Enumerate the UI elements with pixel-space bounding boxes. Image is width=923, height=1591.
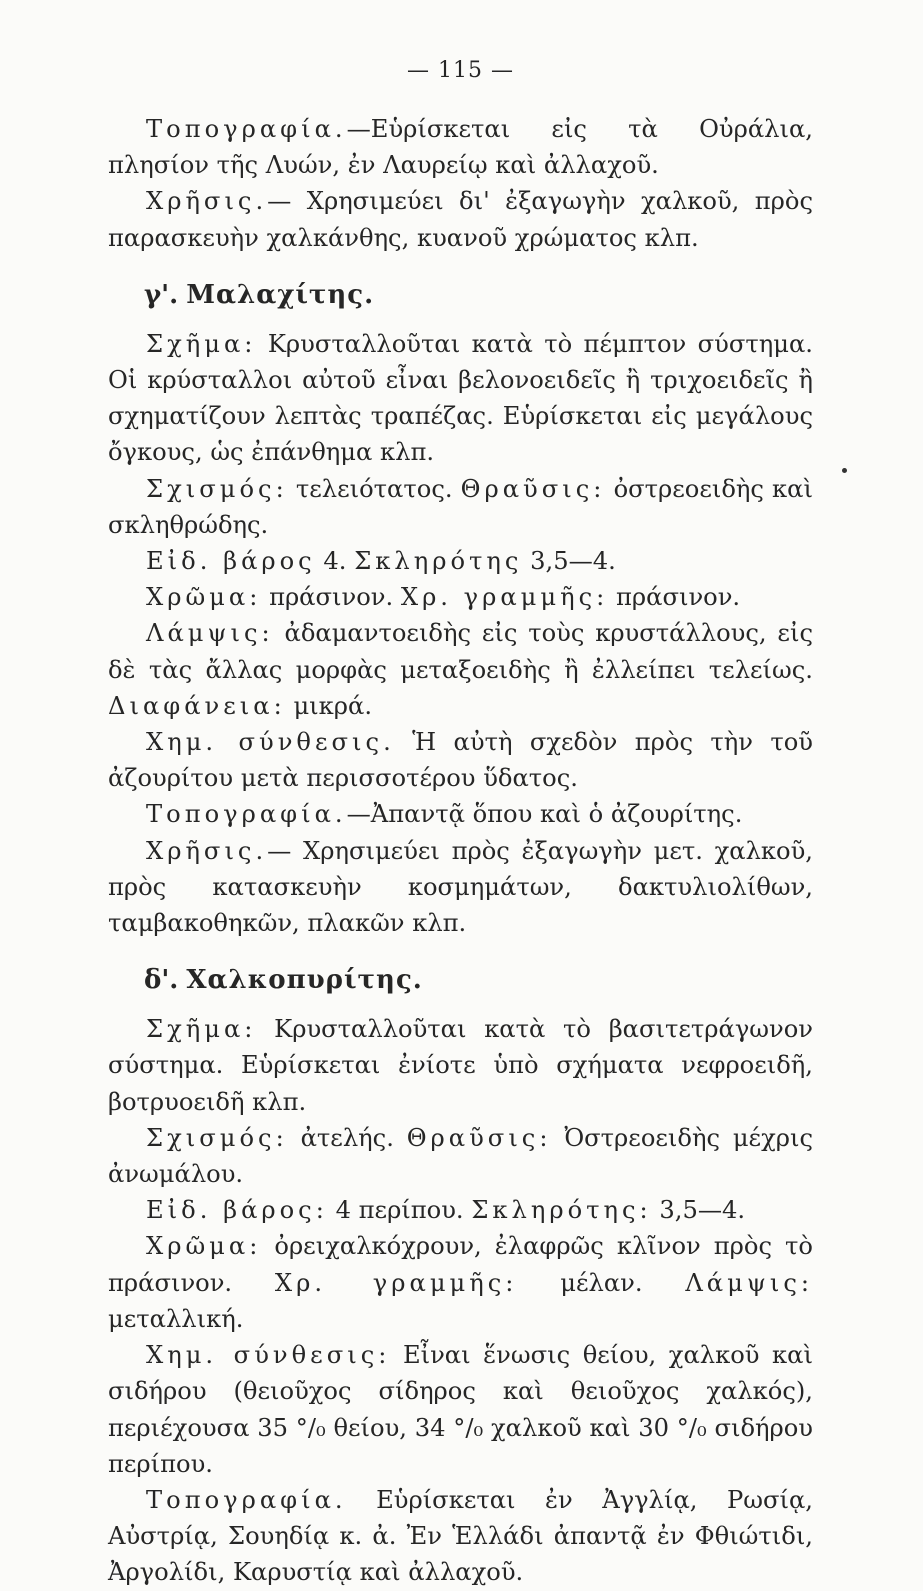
paragraph-specific-gravity	[108, 543, 813, 579]
paragraph-topography	[108, 796, 813, 832]
paragraph-label: Εἰδ. βάρος	[146, 547, 316, 576]
paragraph-luster	[108, 615, 813, 724]
paragraph-text: 4 περίπου.	[327, 1196, 472, 1225]
paragraph-composition	[108, 1337, 813, 1482]
paragraph-label: Χρ. γραμμῆς:	[274, 1268, 518, 1297]
paragraph-label: Σχισμός:	[146, 474, 288, 503]
section-title: Μαλαχίτης.	[186, 279, 375, 310]
paragraph-shape	[108, 1011, 813, 1120]
paragraph-topography	[108, 1482, 813, 1591]
paragraph-label: Τοπογραφία.	[146, 1485, 347, 1514]
paragraph-label: Χρ. γραμμῆς:	[400, 583, 609, 612]
page-number: — 115 —	[407, 58, 514, 83]
paragraph-text: μέλαν.	[517, 1268, 686, 1297]
section-number: γ'.	[144, 279, 179, 310]
paragraph-use	[108, 833, 813, 942]
paragraph-text: Ὀστρεοειδὴς μέχρις ἀνωμάλου.	[108, 1123, 813, 1189]
paragraph-label: Θραῦσις:	[460, 474, 606, 503]
section-title: Χαλκοπυρίτης.	[186, 965, 423, 996]
paragraph-text: — Χρησιμεύει δι' ἐξαγωγὴν χαλκοῦ, πρὸς παρασκευὴν χαλκάνθης, κυανοῦ χρώματος κλπ.	[108, 187, 813, 252]
section-heading-malachite	[108, 278, 813, 312]
paragraph-specific-gravity	[108, 1192, 813, 1228]
paragraph-text: πράσινον.	[261, 583, 401, 612]
section-number: δ'.	[144, 965, 179, 996]
paragraph-text: Εἶναι ἕνωσις θείου, χαλκοῦ καὶ σιδήρου (θειοῦχος σίδηρος καὶ θειοῦχος χαλκός), περιέχουσα 35 °/₀ θείου, 34 °/₀ χαλκοῦ καὶ 30 °/₀ σιδήρου περίπου.	[108, 1341, 813, 1478]
paragraph-text: —Εὑρίσκεται εἰς τὰ Οὐράλια, πλησίον τῆς Λυών, ἐν Λαυρείῳ καὶ ἀλλαχοῦ.	[108, 115, 813, 180]
paragraph-label: Χημ. σύνθεσις.	[146, 728, 395, 757]
paragraph-label: Σκληρότης	[354, 547, 523, 576]
paragraph-text: Κρυσταλλοῦται κατὰ τὸ πέμπτον σύστημα. Οἱ κρύσταλλοι αὐτοῦ εἶναι βελονοειδεῖς ἢ τριχοειδεῖς ἢ σχηματίζουν λεπτὰς τραπέζας. Εὑρίσκεται εἰς μεγάλους ὄγκους, ὡς ἐπάνθημα κλπ.	[108, 329, 813, 467]
paragraph-text: 3,5—4.	[522, 547, 616, 576]
paragraph-label: Χρῆσις.	[146, 836, 268, 865]
paragraph-text: πράσινον.	[608, 583, 741, 612]
paragraph-text: 4.	[315, 547, 355, 576]
paragraph-topography	[108, 111, 813, 183]
paragraph-text: Ἡ αὐτὴ σχεδὸν πρὸς τὴν τοῦ ἀζουρίτου μετὰ περισσοτέρου ὕδατος.	[108, 728, 813, 793]
paragraph-label: Χημ. σύνθεσις:	[146, 1341, 391, 1370]
paragraph-label: Τοπογραφία.	[146, 115, 347, 143]
paragraph-color	[108, 579, 813, 615]
paragraph-shape	[108, 326, 813, 471]
paragraph-label: Σχῆμα:	[146, 329, 257, 358]
paragraph-text: — Χρησιμεύει πρὸς ἐξαγωγὴν μετ. χαλκοῦ, πρὸς κατασκευὴν κοσμημάτων, δακτυλιολίθων, ταμβακοθηκῶν, πλακῶν κλπ.	[108, 836, 813, 938]
paragraph-text: μεταλλική.	[108, 1304, 244, 1333]
paragraph-text: 3,5—4.	[651, 1196, 746, 1225]
paragraph-label: Σχισμός:	[146, 1123, 288, 1152]
paragraph-text: ὀστρεοειδὴς καὶ σκληθρώδης.	[108, 474, 813, 539]
paragraph-label: Σχῆμα:	[146, 1015, 257, 1044]
paragraph-label: Θραῦσις:	[406, 1123, 552, 1152]
paragraph-label: Λάμψις:	[685, 1268, 814, 1297]
ink-speck	[842, 468, 847, 473]
paragraph-cleavage	[108, 471, 813, 543]
paragraph-label: Χρῶμα:	[146, 1232, 262, 1261]
paragraph-label: Τοπογραφία.	[146, 800, 347, 829]
paragraph-text: τελειότατος.	[287, 474, 461, 503]
paragraph-use	[108, 183, 813, 255]
paragraph-label: Χρῶμα:	[146, 583, 262, 612]
text-body	[108, 111, 813, 1591]
paragraph-text: —Ἀπαντᾷ ὅπου καὶ ὁ ἀζουρίτης.	[346, 800, 743, 829]
paragraph-text: μικρά.	[285, 691, 373, 720]
paragraph-composition	[108, 724, 813, 796]
paragraph-label: Σκληρότης:	[471, 1196, 652, 1225]
paragraph-text: Κρυσταλλοῦται κατὰ τὸ βασιτετράγωνον σύστημα. Εὑρίσκεται ἐνίοτε ὑπὸ σχήματα νεφροειδῆ, βοτρυοειδῆ κλπ.	[108, 1015, 813, 1116]
paragraph-text: ἀδαμαντοειδὴς εἰς τοὺς κρυστάλλους, εἰς δὲ τὰς ἄλλας μορφὰς μεταξοειδὴς ἢ ἐλλείπει τελείως.	[108, 619, 813, 684]
paragraph-color	[108, 1228, 813, 1337]
paragraph-label: Εἰδ. βάρος:	[146, 1196, 328, 1225]
paragraph-label: Λάμψις:	[146, 619, 274, 648]
paragraph-text: ὀρειχαλκόχρουν, ἐλαφρῶς κλῖνον πρὸς τὸ πράσινον.	[108, 1232, 813, 1297]
paragraph-text: Εὑρίσκεται ἐν Ἀγγλίᾳ, Ρωσίᾳ, Αὐστρίᾳ, Σουηδίᾳ κ. ἀ. Ἐν Ἑλλάδι ἀπαντᾷ ἐν Φθιώτιδι, Ἀργολίδι, Καρυστίᾳ καὶ ἀλλαχοῦ.	[108, 1485, 813, 1587]
paragraph-cleavage	[108, 1120, 813, 1192]
paragraph-label: Διαφάνεια:	[108, 691, 286, 720]
section-heading-chalcopyrite	[108, 963, 813, 997]
paragraph-text: ἀτελής.	[287, 1123, 407, 1152]
paragraph-label: Χρῆσις.	[146, 187, 268, 216]
